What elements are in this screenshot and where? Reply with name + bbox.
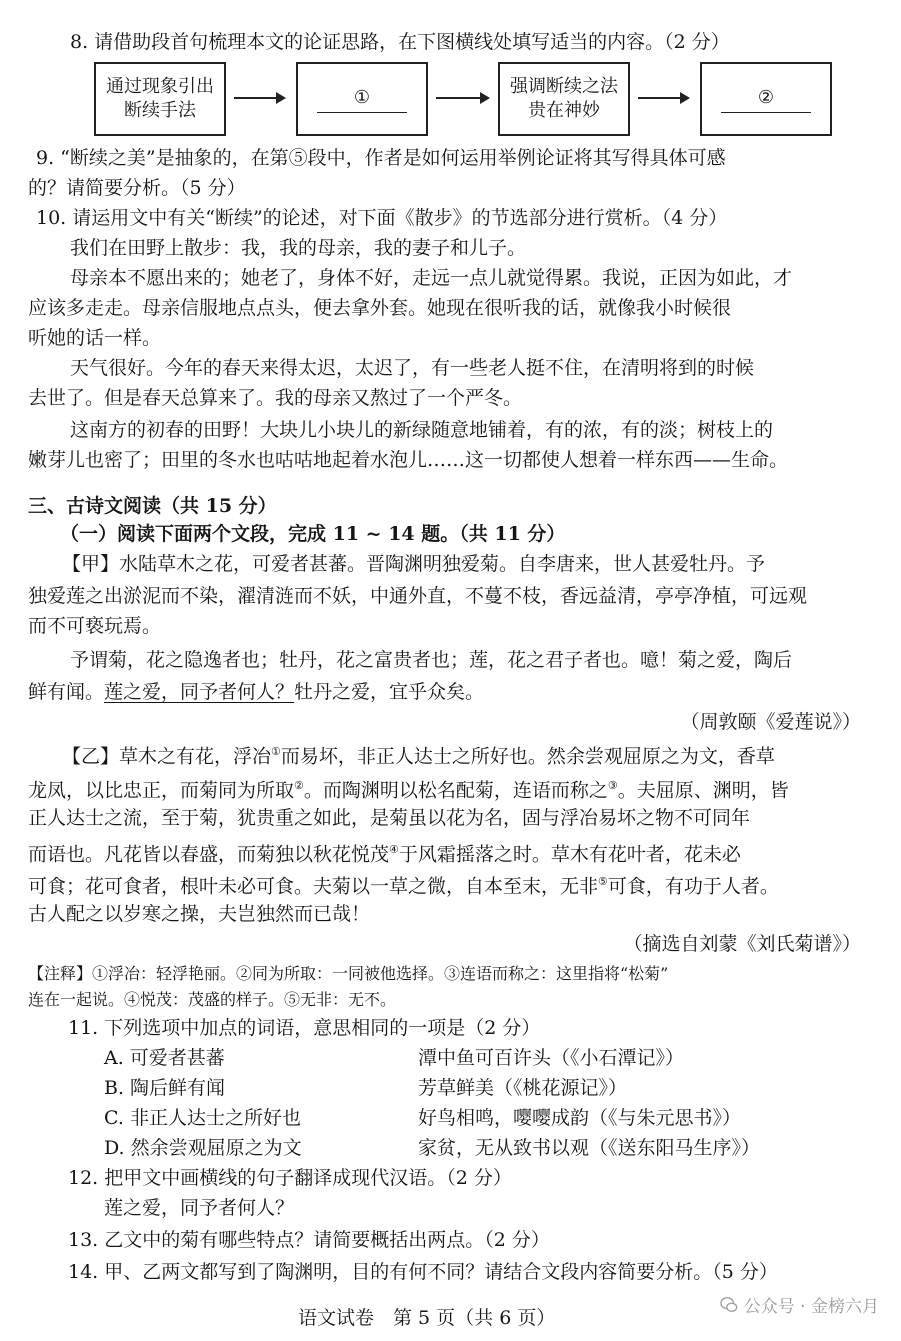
page-footer: 语文试卷 第 5 页（共 6 页） (298, 1307, 556, 1329)
flow-box-3-line-1: 强调断续之法 (510, 76, 618, 97)
question-11: 11. 下列选项中加点的词语，意思相同的一项是（2 分） (68, 1017, 541, 1039)
option-a-left: A. 可爱者甚蕃 (104, 1047, 225, 1069)
flow-arrow-2 (436, 97, 488, 99)
jia-line-5 (28, 680, 484, 704)
excerpt-p1: 我们在田野上散步：我，我的母亲，我的妻子和儿子。 (70, 237, 527, 259)
question-9-line-1: 9. “断续之美”是抽象的，在第⑤段中，作者是如何运用举例论证将其写得具体可感 (36, 147, 726, 169)
option-b-left: B. 陶后鲜有闻 (104, 1077, 226, 1099)
excerpt-p2-line-3: 听她的话一样。 (28, 327, 162, 349)
option-c-left: C. 非正人达士之所好也 (104, 1107, 301, 1129)
underlined-sentence: 莲之爱，同予者何人？ (104, 681, 295, 703)
note-ref-3: ③ (607, 779, 618, 792)
question-12-sentence: 莲之爱，同予者何人？ (104, 1197, 295, 1219)
question-13: 13. 乙文中的菊有哪些特点？请简要概括出两点。（2 分） (68, 1229, 550, 1251)
excerpt-p2-line-2: 应该多走走。母亲信服地点点头，便去拿外套。她现在很听我的话，就像我小时候很 (28, 297, 732, 319)
flow-box-3 (498, 62, 630, 136)
note-ref-2: ② (294, 779, 304, 792)
flow-box-1 (94, 62, 226, 136)
jia-line-3: 而不可亵玩焉。 (28, 615, 162, 637)
note-ref-4: ④ (389, 843, 399, 856)
flow-box-1-line-1: 通过现象引出 (106, 76, 214, 97)
section-3-sub: （一）阅读下面两个文段，完成 11 ~ 14 题。（共 11 分） (60, 523, 566, 545)
jia-line-5-a: 鲜有闻。 (28, 681, 105, 703)
yi-line-5: 可食；花可食者，根叶未必可食。夫菊以一草之微，自本至末，无非⑤可食，有功于人者。 (28, 875, 779, 898)
jia-line-2: 独爱莲之出淤泥而不染，濯清涟而不妖，中通外直，不蔓不枝，香远益清，亭亭净植，可远观 (28, 585, 808, 607)
question-8: 8. 请借助段首句梳理本文的论证思路，在下图横线处填写适当的内容。（2 分） (70, 31, 730, 53)
excerpt-p4-line-2: 嫩芽儿也密了；田里的冬水也咕咕地起着水泡儿……这一切都使人想着一样东西——生命。 (28, 449, 789, 471)
yi-line-2: 龙凤，以比忠正，而菊同为所取②。而陶渊明以松名配菊，连语而称之③。夫屈原、渊明，皆 (28, 779, 789, 802)
excerpt-p2-line-1: 母亲本不愿出来的；她老了，身体不好，走远一点儿就觉得累。我说，正因为如此，才 (70, 267, 793, 289)
flow-box-4 (700, 62, 832, 136)
yi-line-4: 而语也。凡花皆以春盛，而菊独以秋花悦茂④于风霜摇落之时。草木有花叶者，花未必 (28, 843, 741, 866)
flow-arrow-3 (638, 97, 688, 99)
question-10: 10. 请运用文中有关“断续”的论述，对下面《散步》的节选部分进行赏析。（4 分） (36, 207, 728, 229)
flow-box-1-line-2: 断续手法 (124, 100, 196, 121)
blank-2: ② (721, 86, 811, 113)
watermark (720, 1292, 879, 1317)
option-d-left: D. 然余尝观屈原之为文 (104, 1137, 302, 1159)
note-ref-1: ① (271, 745, 281, 758)
jia-line-1: 【甲】水陆草木之花，可爱者甚蕃。晋陶渊明独爱菊。自李唐来，世人甚爱牡丹。予 (62, 553, 766, 575)
notes-line-2: 连在一起说。④悦茂：茂盛的样子。⑤无非：无不。 (28, 990, 397, 1009)
yi-source: （摘选自刘蒙《刘氏菊谱》） (623, 933, 861, 955)
blank-1: ① (317, 86, 407, 113)
excerpt-p3-line-2: 去世了。但是春天总算来了。我的母亲又熬过了一个严冬。 (28, 387, 523, 409)
yi-line-1: 【乙】草木之有花，浮冶①而易坏，非正人达士之所好也。然余尝观屈原之为文，香草 (62, 745, 775, 768)
option-d-right: 家贫，无从致书以观（《送东阳马生序》） (418, 1137, 761, 1159)
question-12: 12. 把甲文中画横线的句子翻译成现代汉语。（2 分） (68, 1167, 512, 1189)
jia-source: （周敦颐《爱莲说》） (680, 711, 861, 733)
excerpt-p4-line-1: 这南方的初春的田野！大块儿小块儿的新绿随意地铺着，有的浓，有的淡；树枝上的 (70, 419, 774, 441)
excerpt-p3-line-1: 天气很好。今年的春天来得太迟，太迟了，有一些老人挺不住，在清明将到的时候 (70, 357, 755, 379)
option-b-right: 芳草鲜美（《桃花源记》） (418, 1077, 628, 1099)
option-a-right: 潭中鱼可百许头（《小石潭记》） (418, 1047, 685, 1069)
flow-box-3-line-2: 贵在神妙 (528, 100, 600, 121)
option-c-right: 好鸟相鸣，嘤嘤成韵（《与朱元思书》） (418, 1107, 742, 1129)
notes-line-1: 【注释】①浮冶：轻浮艳丽。②同为所取：一同被他选择。③连语而称之：这里指将“松菊” (28, 964, 669, 983)
note-ref-5: ⑤ (598, 875, 608, 888)
jia-line-4: 予谓菊，花之隐逸者也；牡丹，花之富贵者也；莲，花之君子者也。噫！菊之爱，陶后 (70, 649, 793, 671)
flow-arrow-1 (234, 97, 284, 99)
yi-line-6: 古人配之以岁寒之操，夫岂独然而已哉！ (28, 903, 371, 925)
section-3-title: 三、古诗文阅读（共 15 分） (28, 495, 277, 517)
wechat-icon (720, 1296, 738, 1314)
flow-box-2 (296, 62, 428, 136)
yi-line-3: 正人达士之流，至于菊，犹贵重之如此，是菊虽以花为名，固与浮冶易坏之物不可同年 (28, 807, 751, 829)
watermark-text: 公众号 · 金榜六月 (743, 1297, 879, 1317)
question-14: 14. 甲、乙两文都写到了陶渊明，目的有何不同？请结合文段内容简要分析。（5 分） (68, 1261, 778, 1283)
jia-line-5-b: 牡丹之爱，宜乎众矣。 (294, 681, 485, 703)
question-9-line-2: 的？请简要分析。（5 分） (28, 177, 246, 199)
